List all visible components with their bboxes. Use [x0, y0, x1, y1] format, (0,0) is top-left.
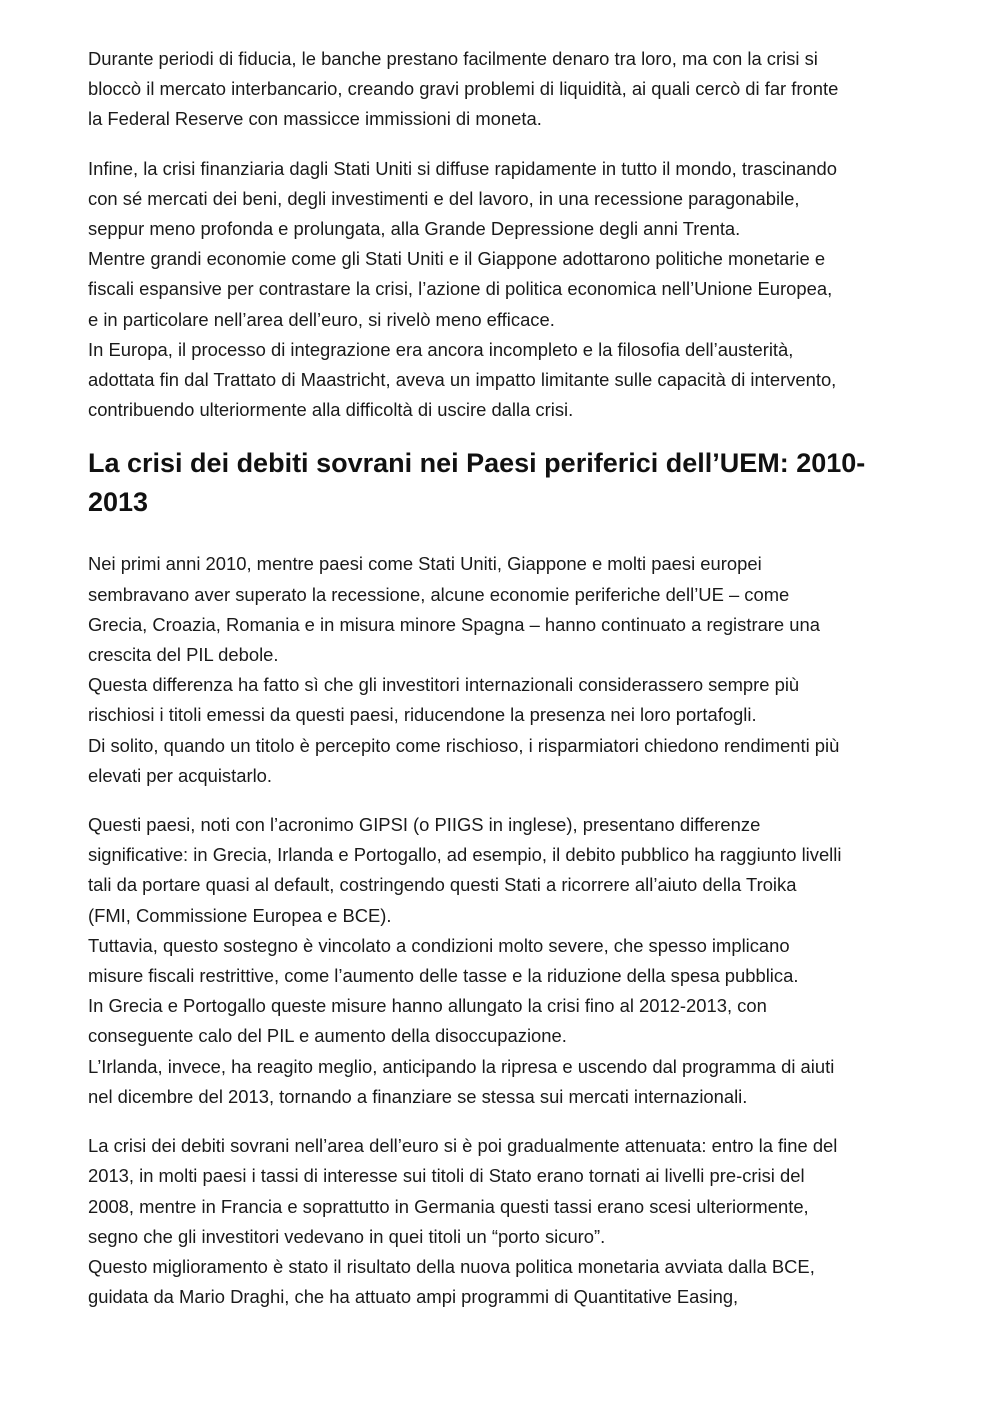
- text-line: bloccò il mercato interbancario, creando gravi problemi di liquidità, ai quali cercò di far fronte: [88, 78, 839, 100]
- text-line: crescita del PIL debole.: [88, 644, 279, 666]
- text-line: tali da portare quasi al default, costringendo questi Stati a ricorrere all’aiuto della Troika: [88, 874, 797, 896]
- paragraph-periphery-economies: [88, 549, 918, 791]
- section-heading: [88, 444, 918, 522]
- text-line: misure fiscali restrittive, come l’aumento delle tasse e la riduzione della spesa pubblica.: [88, 965, 799, 987]
- paragraph-interbank-market: [88, 44, 918, 135]
- text-line: Tuttavia, questo sostegno è vincolato a condizioni molto severe, che spesso implicano: [88, 934, 790, 956]
- paragraph-global-recession: [88, 154, 918, 426]
- paragraph-crisis-attenuation: [88, 1131, 918, 1312]
- text-line: segno che gli investitori vedevano in quei titoli un “porto sicuro”.: [88, 1225, 606, 1247]
- text-line: adottata fin dal Trattato di Maastricht, aveva un impatto limitante sulle capacità di intervento,: [88, 369, 837, 391]
- text-line: con sé mercati dei beni, degli investimenti e del lavoro, in una recessione paragonabile,: [88, 187, 800, 209]
- text-line: la Federal Reserve con massicce immissioni di moneta.: [88, 108, 542, 130]
- heading-line: 2013: [88, 487, 149, 518]
- text-line: Mentre grandi economie come gli Stati Uniti e il Giappone adottarono politiche monetarie e: [88, 248, 826, 270]
- heading-line: La crisi dei debiti sovrani nei Paesi periferici dell’UEM: 2010-: [88, 448, 866, 479]
- text-line: sembravano aver superato la recessione, alcune economie periferiche dell’UE – come: [88, 583, 790, 605]
- text-line: Grecia, Croazia, Romania e in misura minore Spagna – hanno continuato a registrare una: [88, 613, 820, 635]
- text-line: elevati per acquistarlo.: [88, 764, 273, 786]
- text-line: nel dicembre del 2013, tornando a finanziare se stessa sui mercati internazionali.: [88, 1085, 748, 1107]
- text-line: Questi paesi, noti con l’acronimo GIPSI (o PIIGS in inglese), presentano differenze: [88, 814, 761, 836]
- text-line: La crisi dei debiti sovrani nell’area dell’euro si è poi gradualmente attenuata: entro la fine del: [88, 1135, 838, 1157]
- text-line: Durante periodi di fiducia, le banche prestano facilmente denaro tra loro, ma con la crisi si: [88, 48, 818, 69]
- text-line: guidata da Mario Draghi, che ha attuato ampi programmi di Quantitative Easing,: [88, 1286, 739, 1308]
- text-line: In Grecia e Portogallo queste misure hanno allungato la crisi fino al 2012-2013, con: [88, 995, 767, 1017]
- text-line: Questo miglioramento è stato il risultato della nuova politica monetaria avviata dalla BCE,: [88, 1255, 815, 1277]
- text-line: Di solito, quando un titolo è percepito come rischioso, i risparmiatori chiedono rendimenti più: [88, 734, 840, 756]
- text-line: Infine, la crisi finanziaria dagli Stati Uniti si diffuse rapidamente in tutto il mondo, trascinando: [88, 157, 837, 179]
- text-line: 2013, in molti paesi i tassi di interesse sui titoli di Stato erano tornati ai livelli pre-crisi del: [88, 1165, 805, 1187]
- text-line: contribuendo ulteriormente alla difficoltà di uscire dalla crisi.: [88, 399, 574, 421]
- document-page: [88, 44, 918, 1331]
- text-line: rischiosi i titoli emessi da questi paesi, riducendone la presenza nei loro portafogli.: [88, 704, 757, 726]
- text-line: e in particolare nell’area dell’euro, si rivelò meno efficace.: [88, 308, 555, 330]
- text-line: seppur meno profonda e prolungata, alla Grande Depressione degli anni Trenta.: [88, 218, 741, 240]
- text-line: L’Irlanda, invece, ha reagito meglio, anticipando la ripresa e uscendo dal programma di aiuti: [88, 1055, 835, 1077]
- text-line: (FMI, Commissione Europea e BCE).: [88, 904, 392, 926]
- text-line: Nei primi anni 2010, mentre paesi come Stati Uniti, Giappone e molti paesi europei: [88, 553, 762, 575]
- text-line: conseguente calo del PIL e aumento della disoccupazione.: [88, 1025, 567, 1047]
- text-line: Questa differenza ha fatto sì che gli investitori internazionali considerassero sempre più: [88, 674, 800, 696]
- text-line: fiscali espansive per contrastare la crisi, l’azione di politica economica nell’Unione Europea,: [88, 278, 833, 300]
- text-line: significative: in Grecia, Irlanda e Portogallo, ad esempio, il debito pubblico ha raggiunto livelli: [88, 844, 842, 866]
- text-line: In Europa, il processo di integrazione era ancora incompleto e la filosofia dell’austerità,: [88, 338, 794, 360]
- text-line: 2008, mentre in Francia e soprattutto in Germania questi tassi erano scesi ulteriormente,: [88, 1195, 809, 1217]
- paragraph-gipsi-countries: [88, 810, 918, 1112]
